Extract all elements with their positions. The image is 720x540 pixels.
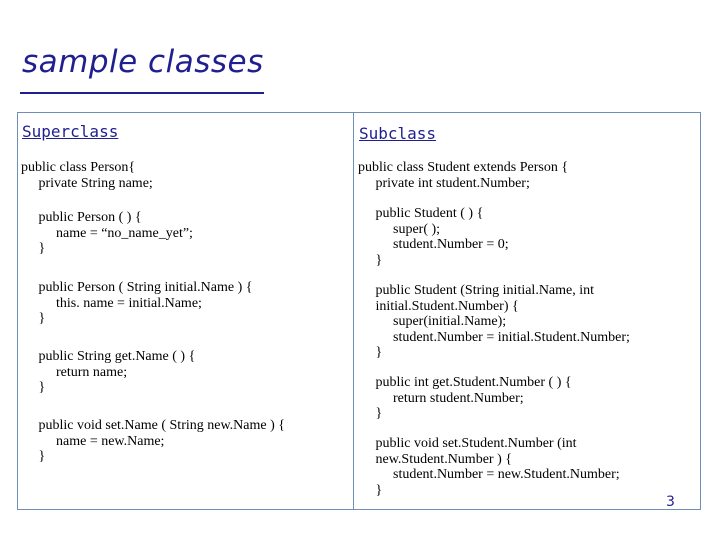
get-student-number-method: public int get.Student.Number ( ) { return student.Number; }: [375, 375, 572, 421]
slide-title: sample classes: [22, 44, 264, 80]
subclass-heading: Subclass: [359, 124, 437, 143]
person-default-constructor: public Person ( ) { name = “no_name_yet”; }: [38, 210, 193, 256]
set-name-method: public void set.Name ( String new.Name ) { name = new.Name; }: [38, 418, 285, 464]
page-number: 3: [666, 494, 675, 510]
column-divider: [353, 112, 354, 510]
person-class-declaration: public class Person{ private String name;: [21, 160, 153, 191]
get-name-method: public String get.Name ( ) { return name; }: [38, 349, 196, 395]
superclass-heading: Superclass: [22, 122, 119, 141]
student-class-declaration: public class Student extends Person { private int student.Number;: [358, 160, 569, 191]
set-student-number-method: public void set.Student.Number (int new.Student.Number ) { student.Number = new.Student.Number; }: [375, 436, 620, 498]
person-name-constructor: public Person ( String initial.Name ) { this. name = initial.Name; }: [38, 280, 253, 326]
student-default-constructor: public Student ( ) { super( ); student.Number = 0; }: [375, 206, 509, 268]
title-underline: [20, 92, 264, 94]
student-full-constructor: public Student (String initial.Name, int initial.Student.Number) { super(initial.Name); student.Number = initial.Student.Number; }: [375, 283, 630, 360]
